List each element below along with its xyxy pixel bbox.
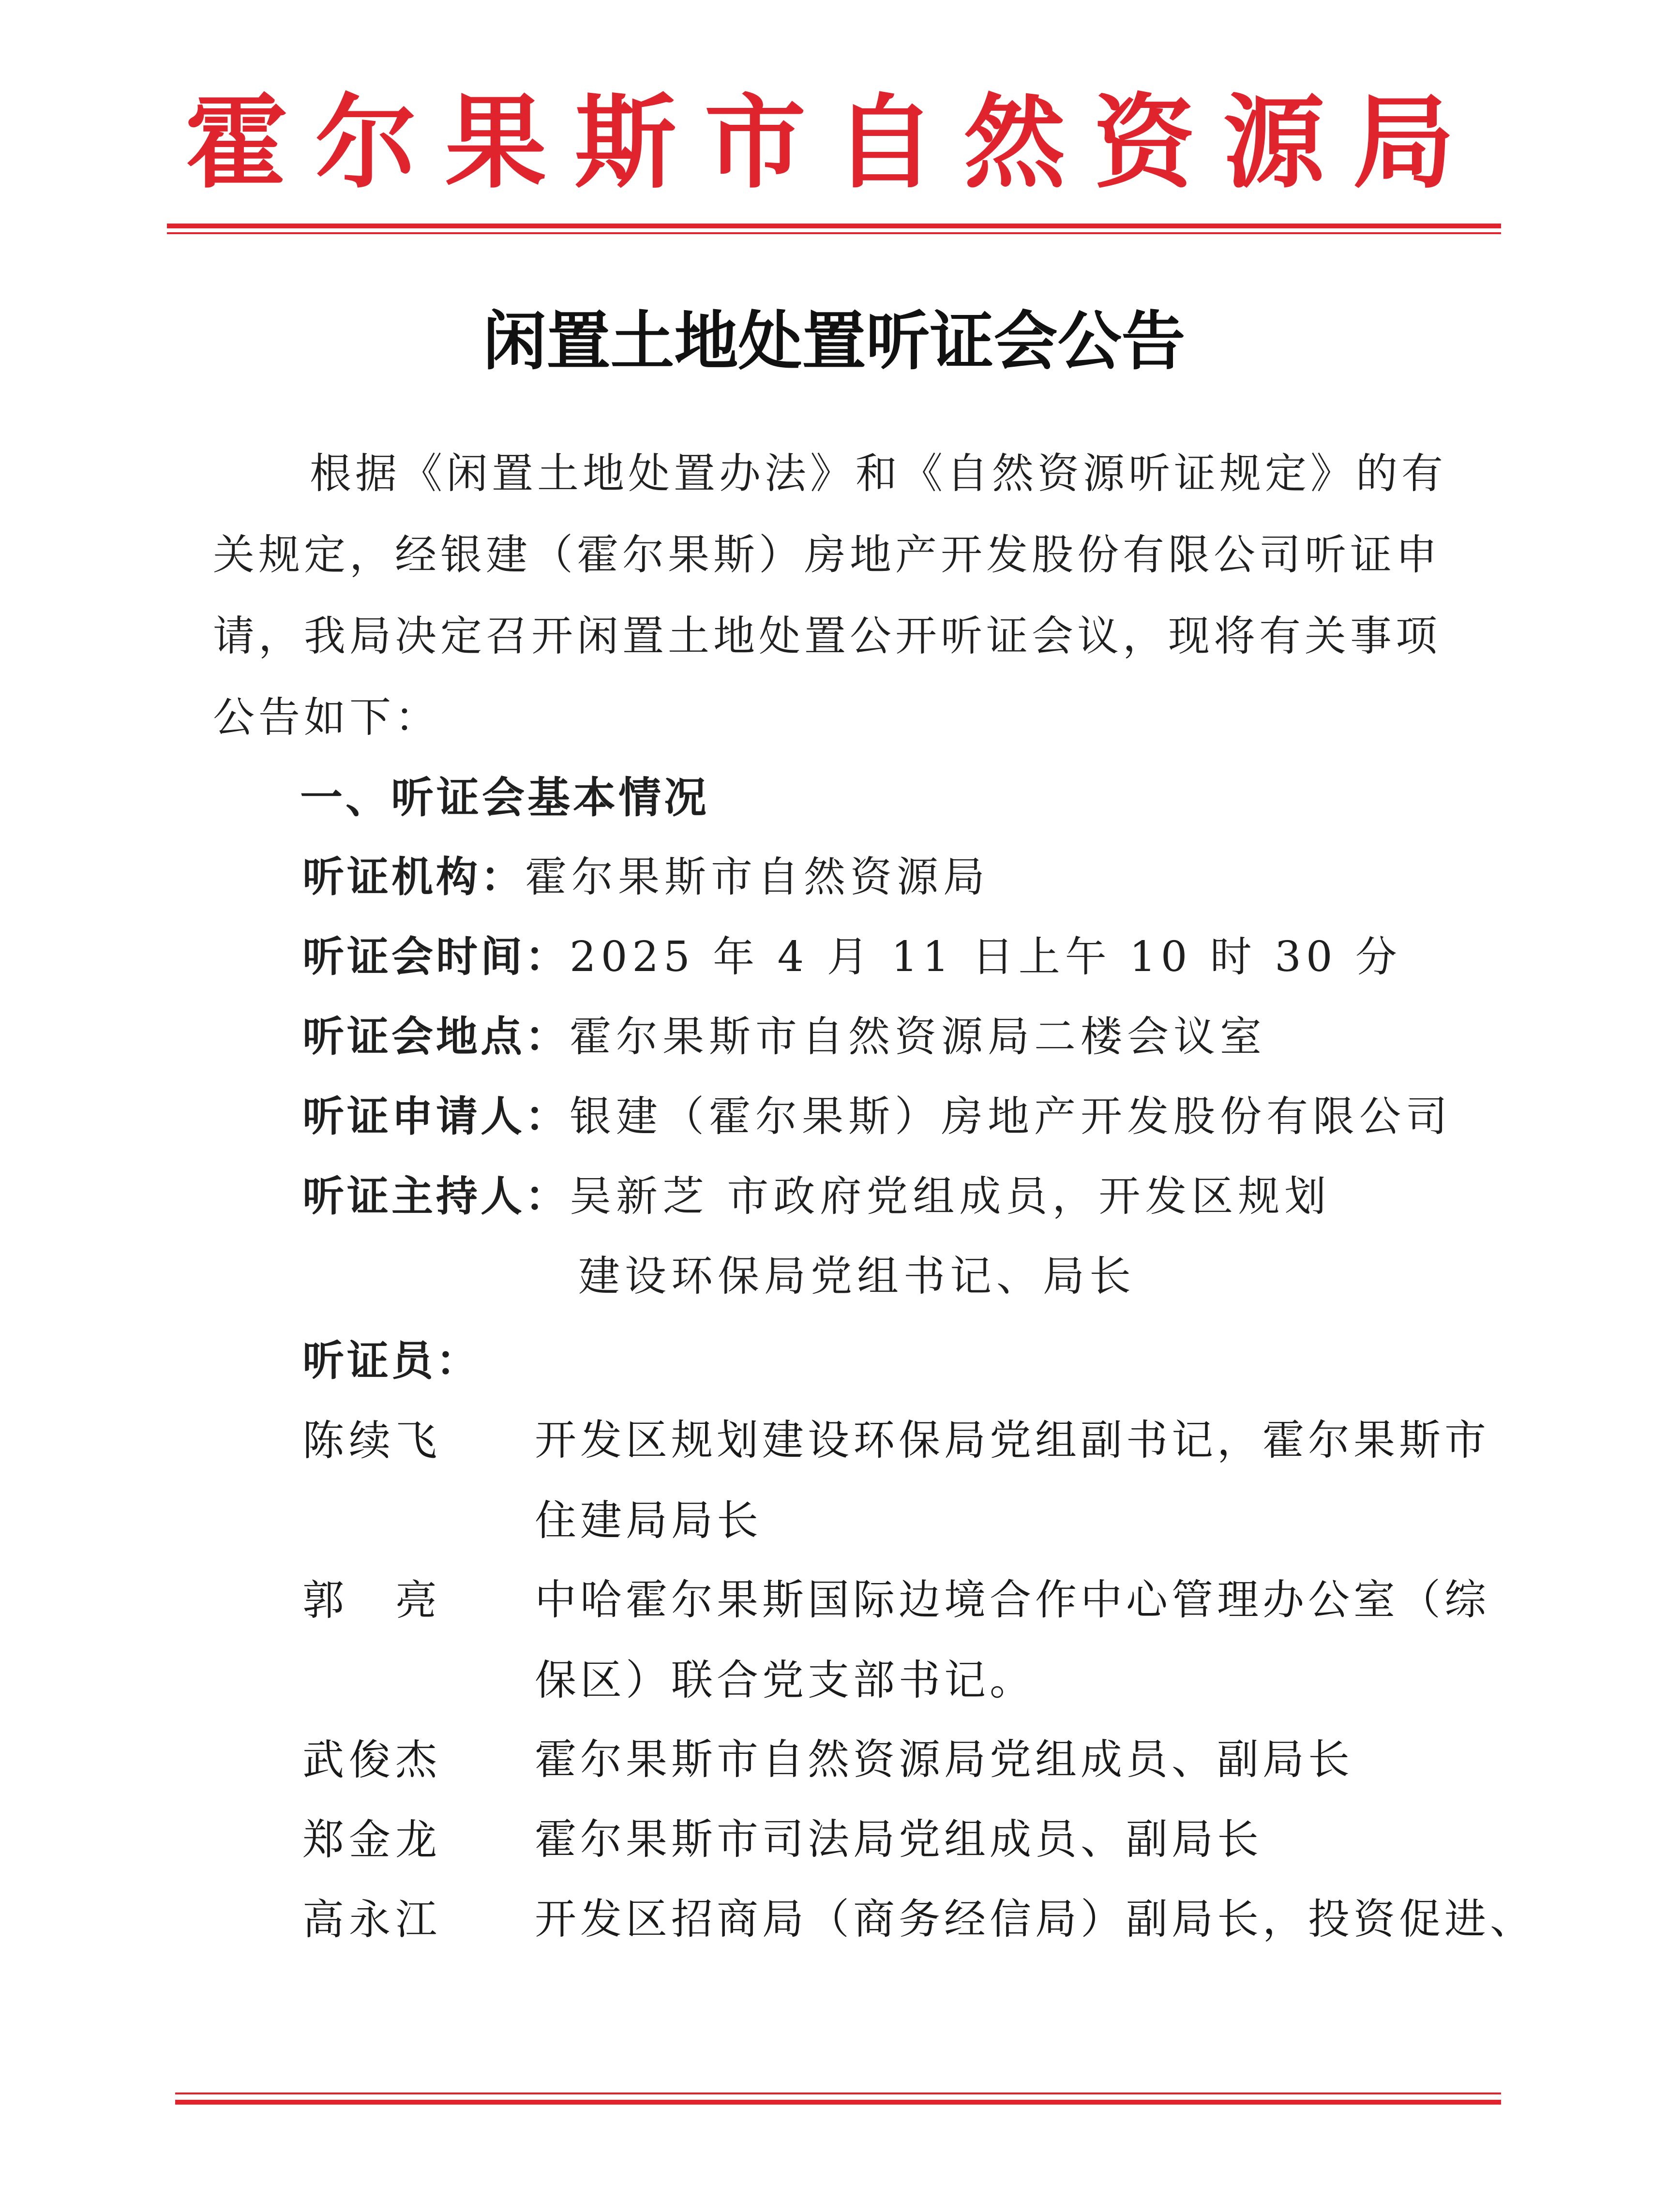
letterhead-org-name: 霍尔果斯市自然资源局 [185, 83, 1483, 202]
field-host-continuation: 建设环保局党组书记、局长 [578, 1252, 1136, 1300]
footer-rule-thin [175, 2092, 1501, 2094]
field-location [302, 1013, 1266, 1061]
intro-text: 根据《闲置土地处置办法》和《自然资源听证规定》的有关规定，经银建（霍尔果斯）房地产开发股份有限公司听证申请，我局决定召开闲置土地处置公开听证会议，现将有关事项公告如下： [213, 449, 1447, 742]
panel-label [302, 1337, 481, 1385]
page-title: 闲置土地处置听证会公告 [482, 304, 1186, 379]
letterhead-rule-top-thin [167, 232, 1501, 234]
field-value: 霍尔果斯市自然资源局 [525, 853, 990, 901]
panel-member-name: 郑金龙 [302, 1816, 442, 1864]
field-label: 听证会地点： [302, 1013, 570, 1061]
panel-member-duty: 开发区招商局（商务经信局）副局长，投资促进、 [535, 1895, 1535, 1943]
section-heading: 一、听证会基本情况 [300, 773, 710, 822]
letterhead-rule-top-thick [167, 224, 1501, 228]
field-label: 听证机构： [302, 853, 525, 901]
field-host [302, 1172, 1331, 1221]
panel-member-duty: 霍尔果斯市自然资源局党组成员、副局长 [535, 1735, 1353, 1784]
field-label: 听证申请人： [302, 1092, 570, 1141]
field-label: 听证员： [302, 1337, 481, 1385]
field-time [302, 933, 1402, 981]
panel-member-name: 郭 亮 [302, 1576, 442, 1625]
field-applicant [302, 1092, 1452, 1141]
field-value: 2025 年 4 月 11 日上午 10 时 30 分 [570, 933, 1402, 981]
panel-member-duty: 开发区规划建设环保局党组副书记，霍尔果斯市住建局局长 [535, 1416, 1490, 1545]
field-organizer [302, 853, 990, 901]
intro-paragraph [213, 433, 1481, 758]
field-value: 霍尔果斯市自然资源局二楼会议室 [570, 1013, 1266, 1061]
panel-member-duty: 中哈霍尔果斯国际边境合作中心管理办公室（综保区）联合党支部书记。 [535, 1576, 1490, 1704]
panel-member-name: 武俊杰 [302, 1736, 442, 1784]
panel-member-name: 高永江 [302, 1896, 442, 1944]
footer-rule-thick [175, 2100, 1501, 2105]
field-label: 听证会时间： [302, 933, 570, 981]
panel-member-duty: 霍尔果斯市司法局党组成员、副局长 [535, 1815, 1262, 1864]
panel-member-name: 陈续飞 [302, 1417, 442, 1465]
field-value: 吴新芝 市政府党组成员，开发区规划 [570, 1172, 1331, 1221]
field-label: 听证主持人： [302, 1172, 570, 1221]
field-value: 银建（霍尔果斯）房地产开发股份有限公司 [570, 1092, 1452, 1141]
